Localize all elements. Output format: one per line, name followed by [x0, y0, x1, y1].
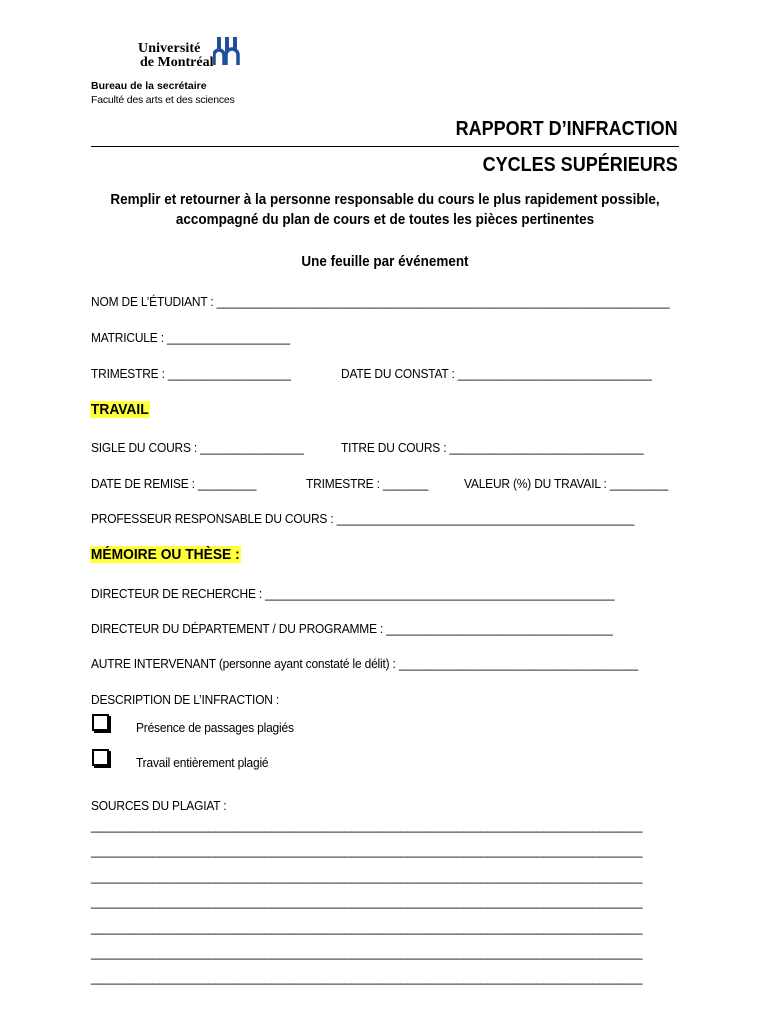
university-logo	[134, 33, 244, 73]
udem-logo-mark-icon	[213, 35, 241, 69]
instruction-line-2: accompagné du plan de cours et de toutes les pièces pertinentes	[175, 212, 595, 228]
sources-line[interactable]: _________________________________________________________________________________________	[91, 894, 643, 909]
university-name-line1: Université	[138, 41, 201, 56]
sources-label: SOURCES DU PLAGIAT :	[91, 798, 227, 813]
instruction-line-1: Remplir et retourner à la personne responsable du cours le plus rapidement possible,	[110, 192, 660, 208]
university-name-line2: de Montréal	[140, 55, 214, 70]
date-constat-field[interactable]: DATE DU CONSTAT : ______________________________	[341, 366, 652, 381]
checkbox-empty-icon[interactable]	[92, 714, 109, 731]
sources-line[interactable]: _________________________________________________________________________________________	[91, 920, 643, 935]
option-travail-plagie: Travail entièrement plagié	[136, 755, 269, 770]
sources-line[interactable]: _________________________________________________________________________________________	[91, 818, 643, 833]
directeur-recherche-field[interactable]: DIRECTEUR DE RECHERCHE : ______________________________________________________	[91, 586, 615, 601]
matricule-field[interactable]: MATRICULE : ___________________	[91, 330, 290, 345]
report-title: RAPPORT D’INFRACTION	[455, 118, 678, 140]
student-name-field[interactable]: NOM DE L’ÉTUDIANT : ______________________________________________________________________	[91, 294, 670, 309]
autre-intervenant-field[interactable]: AUTRE INTERVENANT (personne ayant constaté le délit) : _____________________________________	[91, 656, 639, 671]
memoire-heading: MÉMOIRE OU THÈSE :	[90, 546, 240, 563]
sources-line[interactable]: _________________________________________________________________________________________	[91, 970, 643, 985]
checkbox-empty-icon[interactable]	[92, 749, 109, 766]
sources-line[interactable]: _________________________________________________________________________________________	[91, 843, 643, 858]
sources-line[interactable]: _________________________________________________________________________________________	[91, 945, 643, 960]
travail-heading: TRAVAIL	[90, 401, 149, 418]
report-subtitle: CYCLES SUPÉRIEURS	[482, 154, 678, 176]
description-label: DESCRIPTION DE L’INFRACTION :	[91, 692, 280, 707]
titre-cours-field[interactable]: TITRE DU COURS : ______________________________	[341, 440, 644, 455]
trimestre-field[interactable]: TRIMESTRE : ___________________	[91, 366, 291, 381]
date-remise-field[interactable]: DATE DE REMISE : _________	[91, 476, 257, 491]
option-passages-plagies: Présence de passages plagiés	[136, 720, 294, 735]
sources-line[interactable]: _________________________________________________________________________________________	[91, 869, 643, 884]
title-divider	[91, 146, 679, 147]
professeur-field[interactable]: PROFESSEUR RESPONSABLE DU COURS : ______________________________________________	[91, 511, 635, 526]
sigle-cours-field[interactable]: SIGLE DU COURS : ________________	[91, 440, 304, 455]
one-sheet-note: Une feuille par événement	[301, 254, 469, 270]
faculte-label: Faculté des arts et des sciences	[91, 94, 235, 106]
bureau-label: Bureau de la secrétaire	[91, 80, 207, 92]
directeur-departement-field[interactable]: DIRECTEUR DU DÉPARTEMENT / DU PROGRAMME : ___________________________________	[91, 621, 613, 636]
travail-trimestre-field[interactable]: TRIMESTRE : _______	[306, 476, 429, 491]
valeur-travail-field[interactable]: VALEUR (%) DU TRAVAIL : _________	[464, 476, 668, 491]
